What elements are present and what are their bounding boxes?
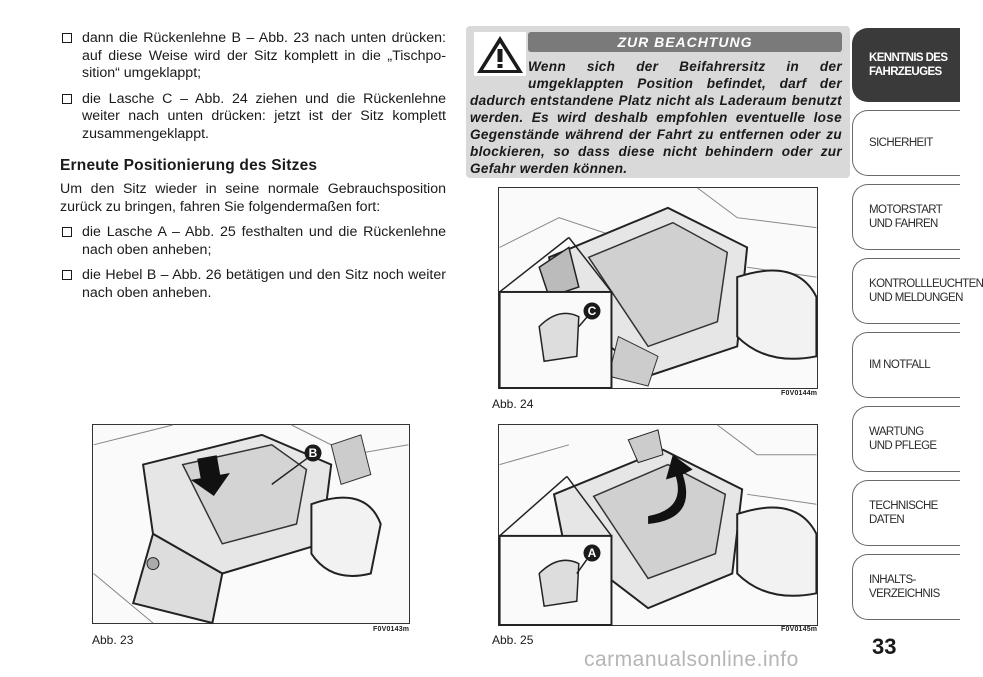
figure-23-caption: Abb. 23 xyxy=(92,633,134,647)
tab-motorstart-und-fahren[interactable]: MOTORSTART UND FAHREN xyxy=(852,184,960,250)
callout-a-label: A xyxy=(587,546,597,560)
checkbox-bullet-icon xyxy=(62,270,72,280)
body-text-column xyxy=(60,30,446,310)
tab-technische-daten[interactable]: TECHNISCHE DATEN xyxy=(852,480,960,546)
figure-24-image xyxy=(498,187,818,389)
warning-box xyxy=(466,26,850,178)
figure-25-caption: Abb. 25 xyxy=(492,633,534,647)
checkbox-bullet-icon xyxy=(62,33,72,43)
callout-b-label: B xyxy=(308,446,318,460)
warning-text: Wenn sich der Beifahrersitz in der umgeklappten Position befindet, darf der dadurch entstandene Platz nicht als Laderaum benutzt werden. Es wird deshalb empfohlen eventuelle lose Gegenstände während der Fahrt zu entfernen oder zu blockieren, so dass diese nicht behindern oder zur Gefahr werden können. xyxy=(470,59,842,176)
figure-25-image xyxy=(498,424,818,626)
callout-c-label: C xyxy=(587,304,597,318)
page-number: 33 xyxy=(872,634,897,659)
figure-23-image xyxy=(92,424,410,624)
watermark: carmanualsonline.info xyxy=(584,648,799,671)
intro-paragraph: Um den Sitz wieder in seine normale Gebrauchsposition zurück zu bringen, fahren Sie folgendermaßen fort: xyxy=(60,181,446,215)
list-item: die Lasche C – Abb. 24 ziehen und die Rückenlehne weiter nach unten drücken: jetzt ist der Sitz komplett zusammengeklappt. xyxy=(60,91,446,144)
checkbox-bullet-icon xyxy=(62,227,72,237)
figure-23-code: F0V0143m xyxy=(373,626,410,633)
figure-24-code: F0V0144m xyxy=(781,390,818,397)
list-item: dann die Rückenlehne B – Abb. 23 nach unten drücken: auf diese Weise wird der Sitz komplett in die „Tischposition“ umgeklappt; xyxy=(60,30,446,83)
chapter-tabs xyxy=(852,28,983,628)
tab-im-notfall[interactable]: IM NOTFALL xyxy=(852,332,960,398)
section-title: Erneute Positionierung des Sitzes xyxy=(60,157,318,174)
figure-24-caption: Abb. 24 xyxy=(492,397,534,411)
checkbox-bullet-icon xyxy=(62,94,72,104)
figure-25-code: F0V0145m xyxy=(781,626,818,633)
list-item: die Lasche A – Abb. 25 festhalten und die Rückenlehne nach oben anheben; xyxy=(60,224,446,259)
tab-inhaltsverzeichnis[interactable]: INHALTS- VERZEICHNIS xyxy=(852,554,960,620)
tab-kenntnis-des-fahrzeuges[interactable]: KENNTNIS DES FAHRZEUGES xyxy=(852,28,960,102)
tab-kontrollleuchten[interactable]: KONTROLLLEUCHTEN UND MELDUNGEN xyxy=(852,258,960,324)
tab-wartung-und-pflege[interactable]: WARTUNG UND PFLEGE xyxy=(852,406,960,472)
list-item: die Hebel B – Abb. 26 betätigen und den Sitz noch weiter nach oben anheben. xyxy=(60,267,446,302)
warning-header: ZUR BEACHTUNG xyxy=(528,32,842,52)
tab-sicherheit[interactable]: SICHERHEIT xyxy=(852,110,960,176)
